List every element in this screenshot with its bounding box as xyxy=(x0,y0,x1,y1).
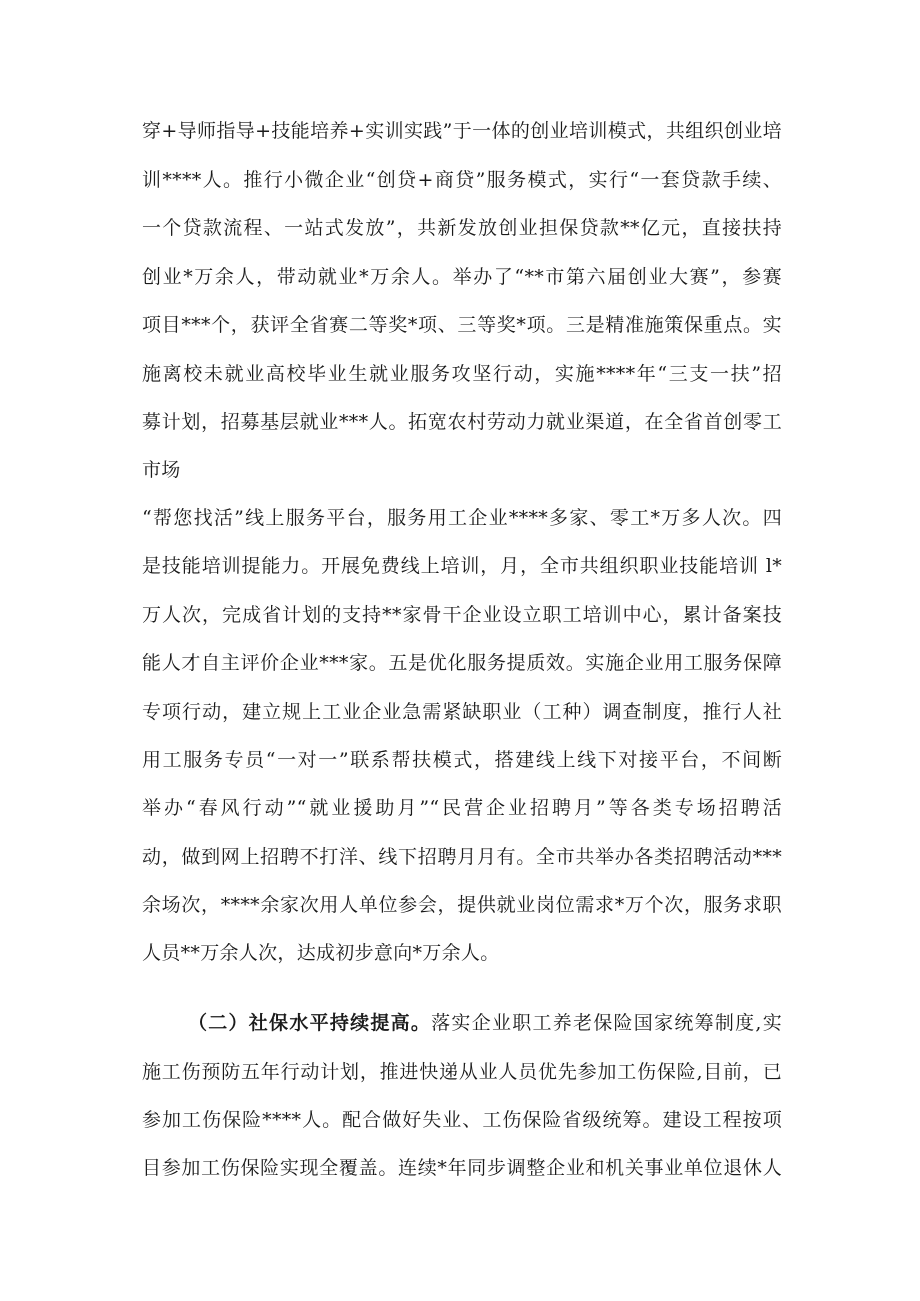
paragraph-line: 目参加工伤保险实现全覆盖。连续*年同步调整企业和机关事业单位退休人 xyxy=(142,1157,782,1179)
paragraph-line: 一个贷款流程、一站式发放”，共新发放创业担保贷款**亿元，直接扶持 xyxy=(142,217,782,239)
paragraph-line: 能人才自主评价企业***家。五是优化服务提质效。实施企业用工服务保障 xyxy=(142,652,782,674)
paragraph-line: 动，做到网上招聘不打洋、线下招聘月月有。全市共举办各类招聘活动*** xyxy=(142,846,782,868)
paragraph-line: 施工伤预防五年行动计划，推进快递从业人员优先参加工伤保险,目前，已 xyxy=(142,1061,782,1083)
paragraph-line: 专项行动，建立规上工业企业急需紧缺职业（工种）调查制度，推行人社 xyxy=(142,701,782,723)
paragraph-line: 是技能培训提能力。开展免费线上培训，月，全市共组织职业技能培训 l* xyxy=(142,555,782,577)
paragraph-line: 用工服务专员“一对一”联系帮扶模式，搭建线上线下对接平台，不间断 xyxy=(142,749,782,771)
paragraph-line: 万人次，完成省计划的支持**家骨干企业设立职工培训中心，累计备案技 xyxy=(142,604,782,626)
paragraph-line: 人员**万余人次，达成初步意向*万余人。 xyxy=(142,942,500,964)
section-heading-rest: 落实企业职工养老保险国家统筹制度,实 xyxy=(431,1012,782,1034)
section-heading-line xyxy=(188,1009,782,1037)
paragraph-line: 创业*万余人，带动就业*万余人。举办了“**市第六届创业大赛”，参赛 xyxy=(142,266,782,288)
paragraph-line: 项目***个，获评全省赛二等奖*项、三等奖*项。三是精准施策保重点。实 xyxy=(142,314,782,336)
paragraph-line: “帮您找活”线上服务平台，服务用工企业****多家、零工*万多人次。四 xyxy=(142,507,782,529)
paragraph-line: 市场 xyxy=(142,459,181,481)
paragraph-line: 穿+导师指导+技能培养+实训实践”于一体的创业培训模式，共组织创业培 xyxy=(142,120,782,142)
paragraph-line: 举办“春风行动”“就业援助月”“民营企业招聘月”等各类专场招聘活 xyxy=(142,797,782,819)
paragraph-line: 施离校未就业高校毕业生就业服务攻坚行动，实施****年“三支一扶”招 xyxy=(142,363,782,385)
paragraph-line: 参加工伤保险****人。配合做好失业、工伤保险省级统筹。建设工程按项 xyxy=(142,1109,782,1131)
paragraph-line: 训****人。推行小微企业“创贷+商贷”服务模式，实行“一套贷款手续、 xyxy=(142,169,782,191)
paragraph-line: 募计划，招募基层就业***人。拓宽农村劳动力就业渠道，在全省首创零工 xyxy=(142,411,782,433)
section-heading: （二）社保水平持续提高。 xyxy=(188,1012,432,1034)
paragraph-line: 余场次，****余家次用人单位参会，提供就业岗位需求*万个次，服务求职 xyxy=(142,894,782,916)
